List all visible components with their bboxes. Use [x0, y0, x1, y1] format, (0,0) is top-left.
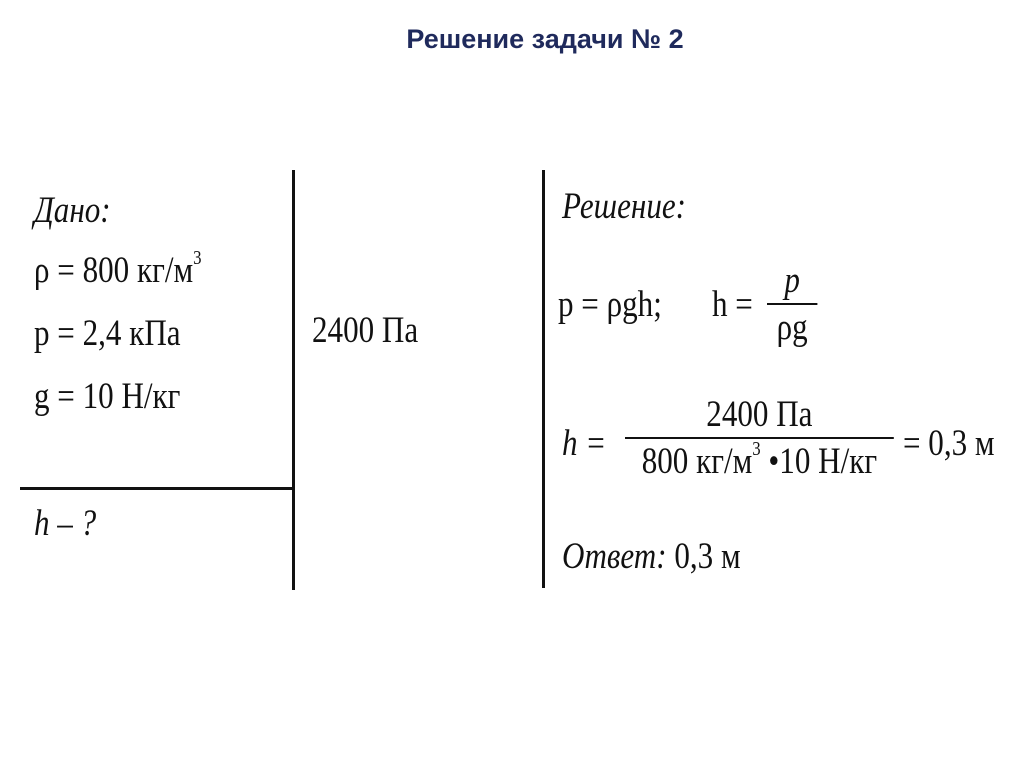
slide-title: Решение задачи № 2	[406, 24, 684, 54]
given-header: Дано:	[34, 190, 111, 231]
fraction-p-over-rhog: p ρg	[767, 262, 817, 346]
fraction-denominator: 800 $кг/м^3$ •10 Н/кг	[641, 438, 878, 482]
calc-result: = 0,3 м	[903, 423, 995, 464]
given-divider	[20, 487, 295, 490]
fraction-bar	[767, 303, 817, 305]
answer: Ответ: 0,3 м	[562, 536, 741, 577]
given-gravity: g = 10 Н/кг	[34, 376, 181, 417]
given-pressure: р = 2,4 кПа	[34, 313, 181, 354]
calc-h-eq: h =	[562, 423, 607, 464]
fraction-calculation: 2400 Па 800 $кг/м^3$ •10 Н/кг	[625, 396, 894, 480]
given-density: ρ = 800 $кг/м^3$	[34, 247, 202, 291]
solution-header: Решение:	[562, 186, 687, 227]
conversion-value: 2400 Па	[312, 310, 419, 351]
formula-pressure: p = ρgh;	[558, 284, 662, 325]
unknown-height: h – ?	[34, 503, 97, 544]
column-divider-1	[292, 170, 295, 590]
column-divider-2	[542, 170, 545, 588]
formula-h-eq: h =	[712, 284, 753, 325]
